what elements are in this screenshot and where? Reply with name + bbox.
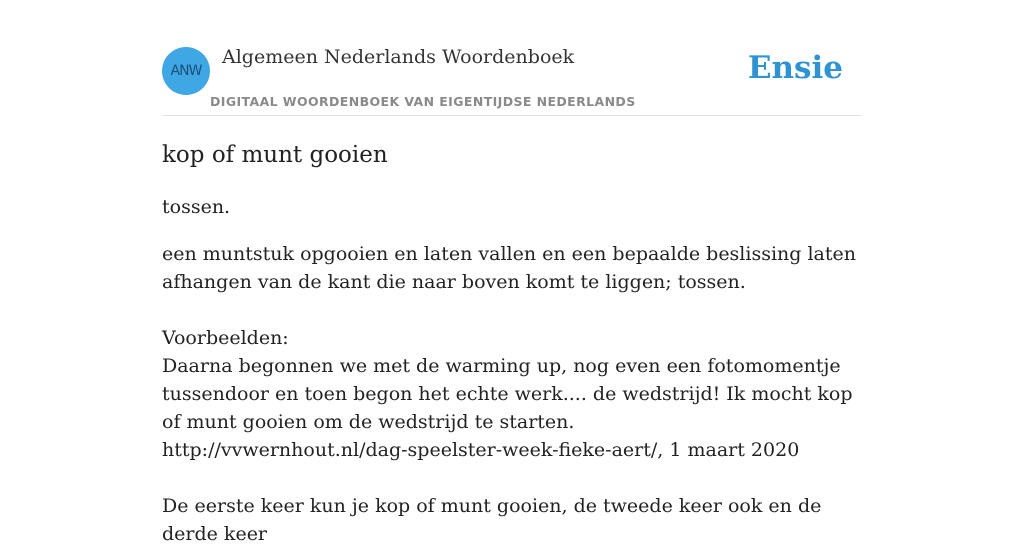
- example-source: http://vvwernhout.nl/dag-speelster-week-fieke-aert/, 1 maart 2020: [162, 439, 800, 461]
- logo-text: ANW: [170, 63, 202, 79]
- definition: een muntstuk opgooien en laten vallen en een bepaalde beslissing laten afhangen van de kant die naar boven komt te liggen; tossen.: [162, 243, 857, 293]
- synonym: tossen.: [162, 196, 231, 218]
- headword: kop of munt gooien: [162, 142, 388, 168]
- dictionary-entry: [162, 116, 862, 548]
- example-separator: [162, 464, 862, 492]
- examples: [162, 324, 862, 548]
- ensie-brand-link[interactable]: Ensie: [747, 50, 843, 86]
- header: [162, 0, 862, 116]
- example-text: De eerste keer kun je kop of munt gooien, de tweede keer ook en de derde keer: [162, 495, 822, 545]
- example-text: Daarna begonnen we met de warming up, nog even een fotomomentje tussendoor en toen begon het echte werk.... de wedstrijd! Ik mocht kop of munt gooien om de wedstrijd te starten.: [162, 355, 853, 433]
- source-title[interactable]: Algemeen Nederlands Woordenboek: [222, 46, 575, 68]
- content-container: [162, 0, 862, 548]
- anw-logo[interactable]: [162, 47, 210, 95]
- examples-label: Voorbeelden:: [162, 327, 289, 349]
- source-subtitle: DIGITAAL WOORDENBOEK VAN EIGENTIJDSE NEDERLANDS: [210, 94, 636, 109]
